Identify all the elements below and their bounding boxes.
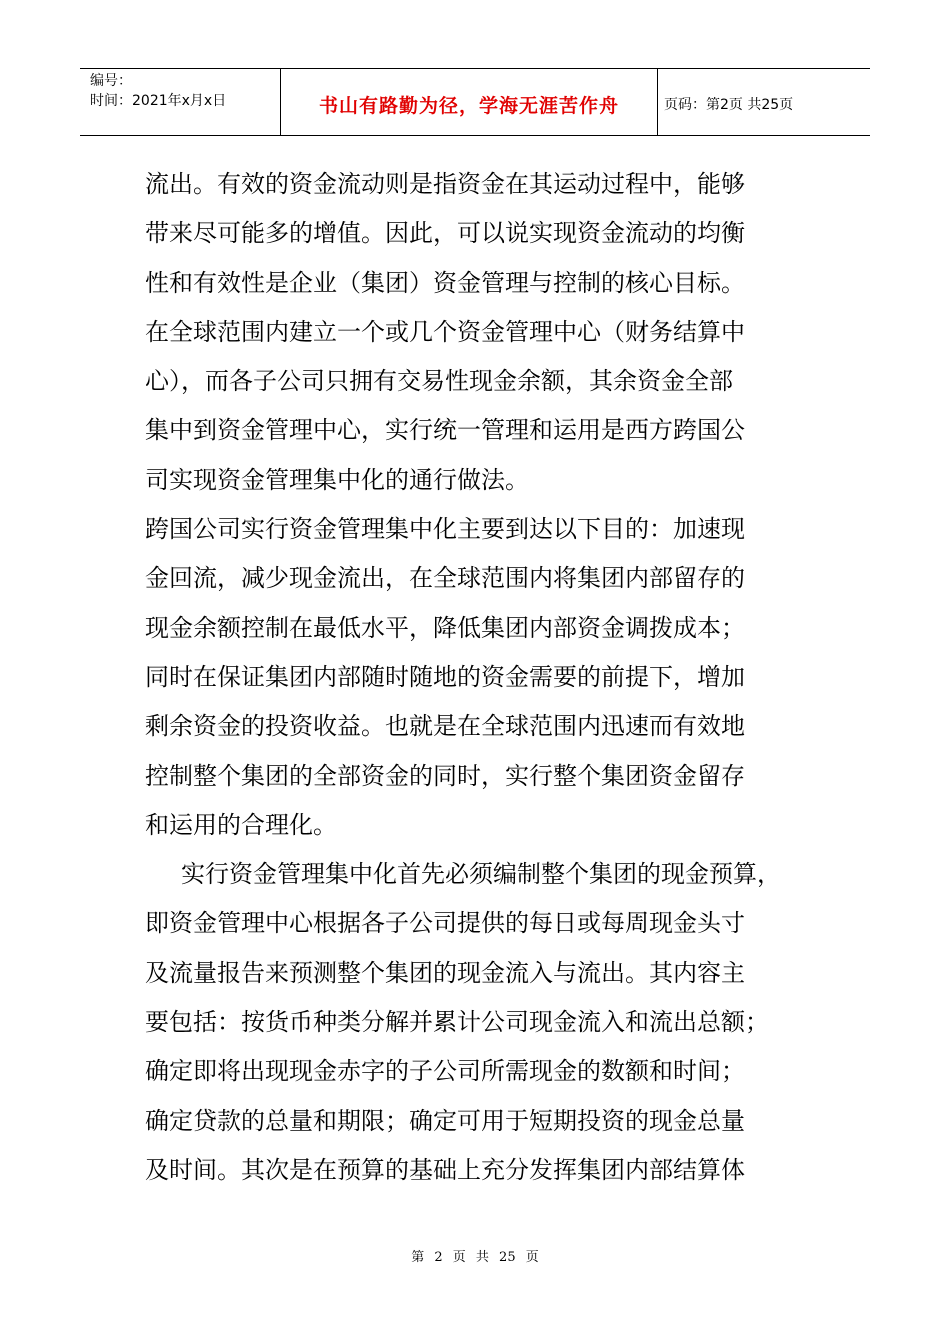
header-meta	[80, 69, 281, 135]
body-line: 跨国公司实行资金管理集中化主要到达以下目的：加速现	[145, 515, 745, 544]
body-line: 实行资金管理集中化首先必须编制整个集团的现金预算，	[181, 860, 781, 889]
page-header	[80, 68, 870, 136]
body-line: 剩余资金的投资收益。也就是在全球范围内迅速而有效地	[145, 712, 745, 741]
number-label: 编号：	[90, 73, 132, 89]
time-label: 时间：2021年x月x日	[90, 93, 227, 109]
body-line: 带来尽可能多的增值。因此，可以说实现资金流动的均衡	[145, 219, 745, 248]
body-line: 司实现资金管理集中化的通行做法。	[145, 465, 529, 494]
page-footer: 第 2 页 共 25 页	[411, 1250, 539, 1265]
header-motto: 书山有路勤为径，学海无涯苦作舟	[281, 69, 658, 135]
body-line: 及流量报告来预测整个集团的现金流入与流出。其内容主	[145, 958, 745, 987]
body-line: 现金余额控制在最低水平，降低集团内部资金调拨成本；	[145, 613, 745, 642]
body-line: 流出。有效的资金流动则是指资金在其运动过程中，能够	[145, 170, 745, 198]
body-line: 在全球范围内建立一个或几个资金管理中心（财务结算中	[145, 317, 745, 346]
body-line: 及时间。其次是在预算的基础上充分发挥集团内部结算体	[145, 1155, 745, 1184]
body-line: 集中到资金管理中心，实行统一管理和运用是西方跨国公	[145, 416, 745, 445]
header-page-info: 页码：第2页 共25页	[664, 97, 794, 113]
document-body	[145, 160, 810, 1195]
body-line: 同时在保证集团内部随时随地的资金需要的前提下，增加	[145, 662, 745, 691]
body-line: 控制整个集团的全部资金的同时，实行整个集团资金留存	[145, 761, 745, 790]
body-line: 要包括：按货币种类分解并累计公司现金流入和流出总额；	[145, 1008, 769, 1037]
body-line: 和运用的合理化。	[145, 810, 337, 839]
body-line: 确定即将出现现金赤字的子公司所需现金的数额和时间；	[145, 1057, 745, 1086]
body-line: 性和有效性是企业（集团）资金管理与控制的核心目标。	[145, 268, 745, 297]
body-line: 心），而各子公司只拥有交易性现金余额，其余资金全部	[145, 367, 733, 396]
body-line: 金回流，减少现金流出，在全球范围内将集团内部留存的	[145, 564, 745, 593]
body-line: 即资金管理中心根据各子公司提供的每日或每周现金头寸	[145, 909, 745, 938]
body-line: 确定贷款的总量和期限；确定可用于短期投资的现金总量	[145, 1106, 745, 1135]
